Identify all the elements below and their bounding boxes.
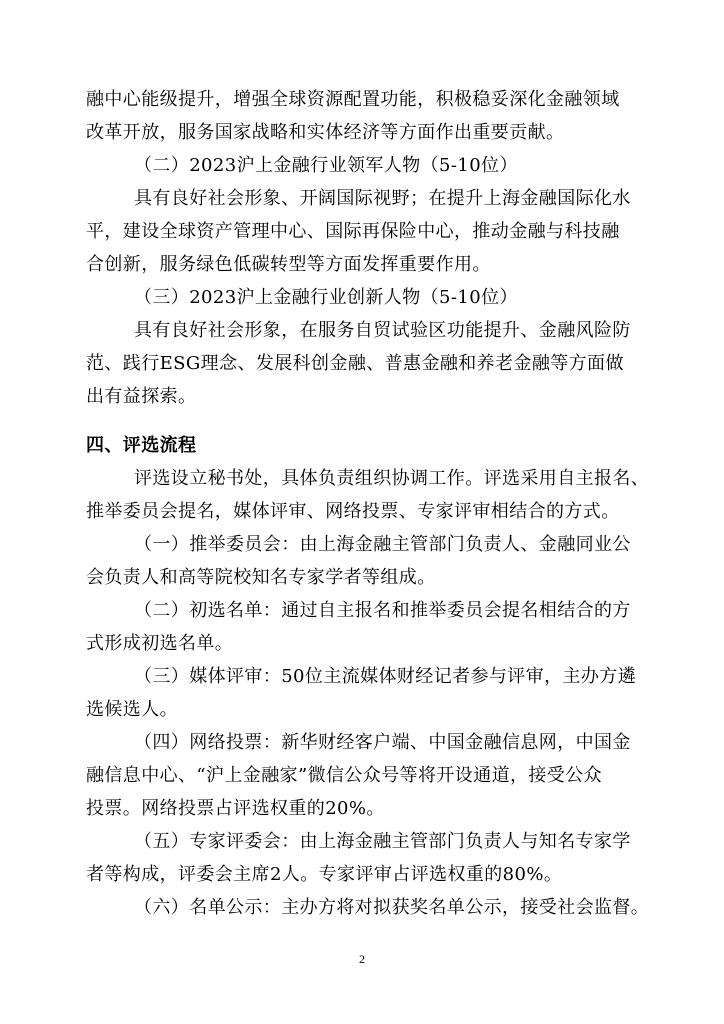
text-line-9: 范、践行ESG理念、发展科创金融、普惠金融和养老金融等方面做 — [86, 353, 624, 374]
text-line-24: 者等构成，评委会主席2人。专家评审占评选权重的80%。 — [86, 864, 563, 885]
section-heading-process: 四、评选流程 — [86, 435, 197, 456]
text-line-22: 投票。网络投票占评选权重的20%。 — [86, 798, 385, 819]
text-line-21: 融信息中心、“沪上金融家”微信公众号等将开设通道，接受公众 — [86, 765, 603, 786]
page-number: 2 — [359, 952, 365, 966]
text-line-8: 具有良好社会形象，在服务自贸试验区功能提升、金融风险防 — [134, 320, 631, 341]
text-line-25: （六）名单公示：主办方将对拟获奖名单公示，接受社会监督。 — [134, 897, 650, 918]
text-line-17: 式形成初选名单。 — [86, 633, 234, 654]
text-line-20: （四）网络投票：新华财经客户端、中国金融信息网，中国金 — [134, 732, 631, 753]
text-line-13: 推举委员会提名，媒体评审、网络投票、专家评审相结合的方式。 — [86, 501, 620, 522]
subheading-innovators: （三）2023沪上金融行业创新人物（5-10位） — [134, 287, 518, 308]
text-line-14: （一）推举委员会：由上海金融主管部门负责人、金融同业公 — [134, 534, 631, 555]
text-line-15: 会负责人和高等院校知名专家学者等组成。 — [86, 567, 436, 588]
text-line-16: （二）初选名单：通过自主报名和推举委员会提名相结合的方 — [134, 600, 631, 621]
text-line-19: 选候选人。 — [86, 699, 178, 720]
text-line-10: 出有益探索。 — [86, 386, 197, 407]
text-line-6: 合创新，服务绿色低碳转型等方面发挥重要作用。 — [86, 254, 491, 275]
text-line-1: 融中心能级提升，增强全球资源配置功能，积极稳妥深化金融领域 — [86, 89, 620, 110]
subheading-leaders: （二）2023沪上金融行业领军人物（5-10位） — [134, 155, 518, 176]
text-line-18: （三）媒体评审：50位主流媒体财经记者参与评审，主办方遴 — [134, 666, 637, 687]
text-line-5: 平，建设全球资产管理中心、国际再保险中心，推动金融与科技融 — [86, 221, 620, 242]
text-line-12: 评选设立秘书处，具体负责组织协调工作。评选采用自主报名、 — [134, 468, 650, 489]
text-line-2: 改革开放，服务国家战略和实体经济等方面作出重要贡献。 — [86, 122, 565, 143]
text-line-23: （五）专家评委会：由上海金融主管部门负责人与知名专家学 — [134, 831, 631, 852]
text-line-4: 具有良好社会形象、开阔国际视野；在提升上海金融国际化水 — [134, 188, 631, 209]
